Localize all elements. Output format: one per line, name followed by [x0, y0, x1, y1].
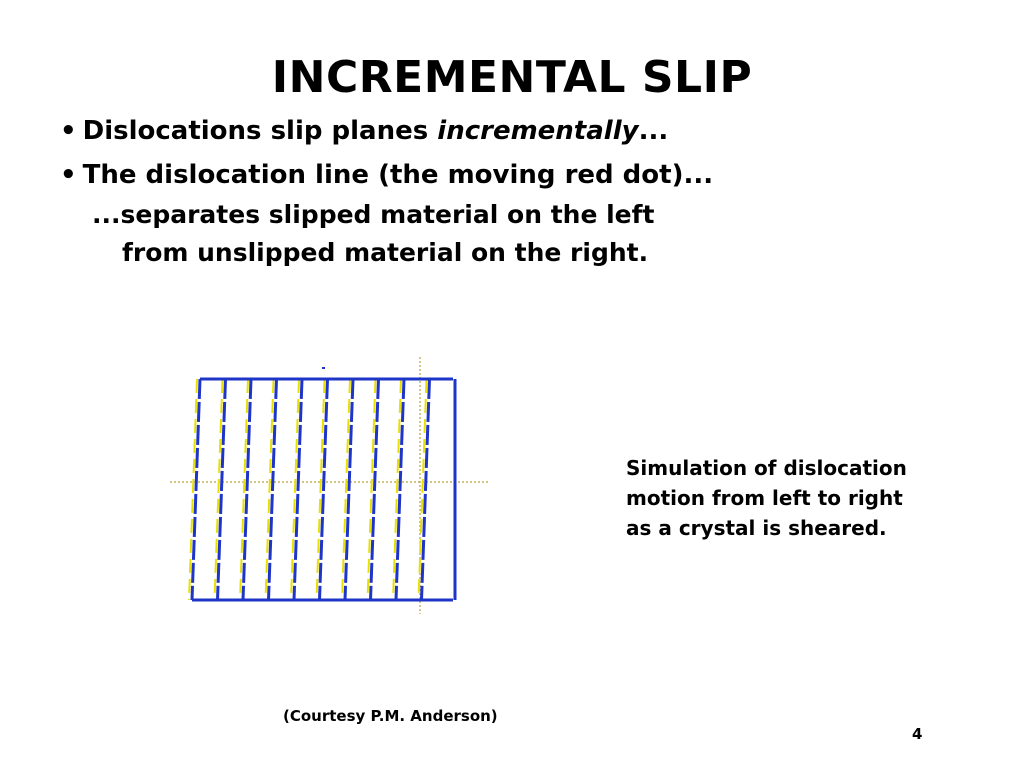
bullet1-text: Dislocations slip planes — [82, 116, 438, 146]
sub-line-slipped: ...separates slipped material on the left — [92, 200, 655, 229]
bullet-dislocations-slip — [60, 116, 668, 146]
bullet-dislocation-line — [60, 160, 713, 190]
dislocation-simulation — [165, 352, 495, 621]
simulation-svg — [165, 352, 495, 617]
caption-line-2: motion from left to right — [626, 486, 903, 510]
courtesy-credit: (Courtesy P.M. Anderson) — [283, 707, 498, 725]
bullet2-text: The dislocation line (the moving red dot)... — [82, 160, 714, 190]
crystal-columns — [189, 379, 455, 600]
dislocation-marker — [322, 367, 325, 369]
page-number: 4 — [912, 725, 923, 743]
caption-line-1: Simulation of dislocation — [626, 456, 907, 480]
simulation-caption — [626, 453, 946, 543]
slide-title: INCREMENTAL SLIP — [271, 52, 753, 103]
bullet-marker: • — [60, 160, 77, 190]
sub-line-unslipped: from unslipped material on the right. — [122, 238, 649, 267]
bullet1-tail: ... — [638, 116, 669, 146]
bullet1-italic: incrementally — [437, 116, 639, 146]
bullet-marker: • — [60, 116, 77, 146]
caption-line-3: as a crystal is sheared. — [626, 516, 887, 540]
